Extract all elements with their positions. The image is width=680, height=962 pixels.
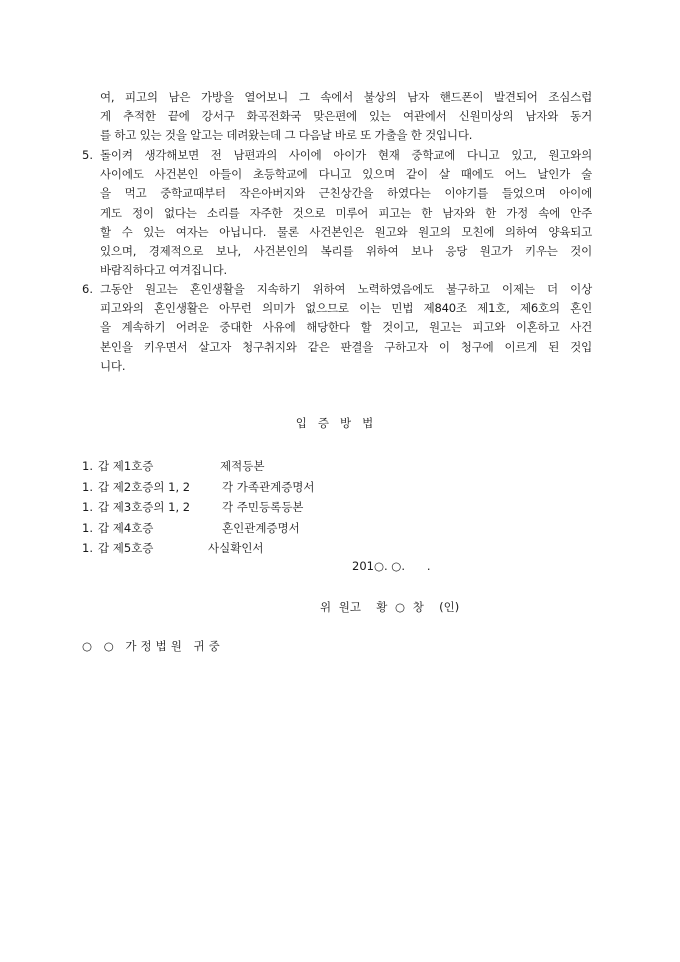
evidence-prefix: 1. [82, 479, 93, 494]
paragraph-line: 피고와의 혼인생활은 아무런 의미가 없으므로 이는 민법 제840조 제1호, 제6호의 혼인 [100, 301, 592, 316]
plaintiff-signature: 위 원고 황 ○ 창 (인) [320, 600, 460, 614]
paragraph-line: 바람직하다고 여겨집니다. [100, 263, 227, 278]
evidence-list [82, 456, 315, 559]
paragraph-number: 6. [82, 282, 93, 296]
paragraph-line: 을 먹고 중학교때부터 작은아버지와 근친상간을 하였다는 이야기를 들었으며 아이에 [100, 186, 592, 201]
paragraph-line: 그동안 원고는 혼인생활을 지속하기 위하여 노력하였음에도 불구하고 이제는 더 이상 [100, 282, 592, 296]
evidence-item [82, 477, 315, 498]
paragraph-line: 를 하고 있는 것을 알고는 데려왔는데 그 다음날 바로 또 가출을 한 것입니다. [100, 128, 473, 143]
evidence-code: 갑 제5호증 [98, 541, 154, 555]
evidence-item [82, 456, 315, 477]
paragraph-line: 을 계속하기 어려운 중대한 사유에 해당한다 할 것이고, 원고는 피고와 이혼하고 사건 [100, 320, 592, 335]
paragraph-line: 사이에도 사건본인 아들이 초등학교에 다니고 있으며 같이 살 때에도 어느 날인가 술 [100, 167, 592, 182]
evidence-code: 갑 제3호증의 1, 2 [98, 500, 191, 514]
evidence-code: 갑 제2호증의 1, 2 [98, 479, 191, 494]
evidence-name: 사실확인서 [208, 541, 264, 555]
evidence-name: 제적등본 [220, 459, 265, 473]
paragraph-continuation [100, 88, 592, 146]
paragraph-line: 본인을 키우면서 살고자 청구취지와 같은 판결을 구하고자 이 청구에 이르게 된 것입 [100, 339, 592, 354]
paragraph-line: 여, 피고의 남은 가방을 열어보니 그 속에서 불상의 남자 핸드폰이 발견되어 조심스럽 [100, 90, 592, 104]
paragraph-line: 게도 정이 없다는 소리를 자주한 것으로 미루어 피고는 한 남자와 한 가정 속에 안주 [100, 205, 592, 220]
evidence-prefix: 1. [82, 500, 93, 514]
paragraph-6 [100, 280, 592, 376]
evidence-item [82, 518, 315, 539]
paragraph-5 [100, 146, 592, 280]
paragraph-line: 할 수 있는 여자는 아닙니다. 물론 사건본인은 원고와 원고의 모친에 의하여 양육되고 [100, 224, 592, 239]
evidence-name: 각 가족관계증명서 [222, 479, 315, 494]
paragraph-line: 돌이켜 생각해보면 전 남편과의 사이에 아이가 현재 중학교에 다니고 있고, 원고와의 [100, 148, 592, 162]
evidence-heading: 입증방법 [295, 416, 385, 430]
paragraph-number: 5. [82, 148, 93, 162]
evidence-prefix: 1. [82, 520, 93, 535]
filing-date: 201○. ○. . [352, 559, 431, 573]
evidence-code: 갑 제1호증 [98, 459, 154, 473]
evidence-code: 갑 제4호증 [98, 520, 154, 535]
evidence-prefix: 1. [82, 541, 93, 555]
evidence-item [82, 497, 315, 518]
paragraph-line: 있으며, 경제적으로 보나, 사건본인의 복리를 위하여 보나 응당 원고가 키우는 것이 [100, 244, 592, 259]
evidence-item [82, 538, 315, 559]
evidence-prefix: 1. [82, 459, 93, 473]
paragraph-line: 게 추적한 끝에 강서구 화곡전화국 맞은편에 있는 여관에서 신원미상의 남자와 동거 [100, 109, 592, 124]
paragraph-line: 니다. [100, 358, 126, 373]
evidence-name: 각 주민등록등본 [222, 500, 304, 514]
court-addressee: ○ ○ 가정법원 귀중 [82, 639, 224, 653]
evidence-name: 혼인관계증명서 [222, 520, 300, 535]
